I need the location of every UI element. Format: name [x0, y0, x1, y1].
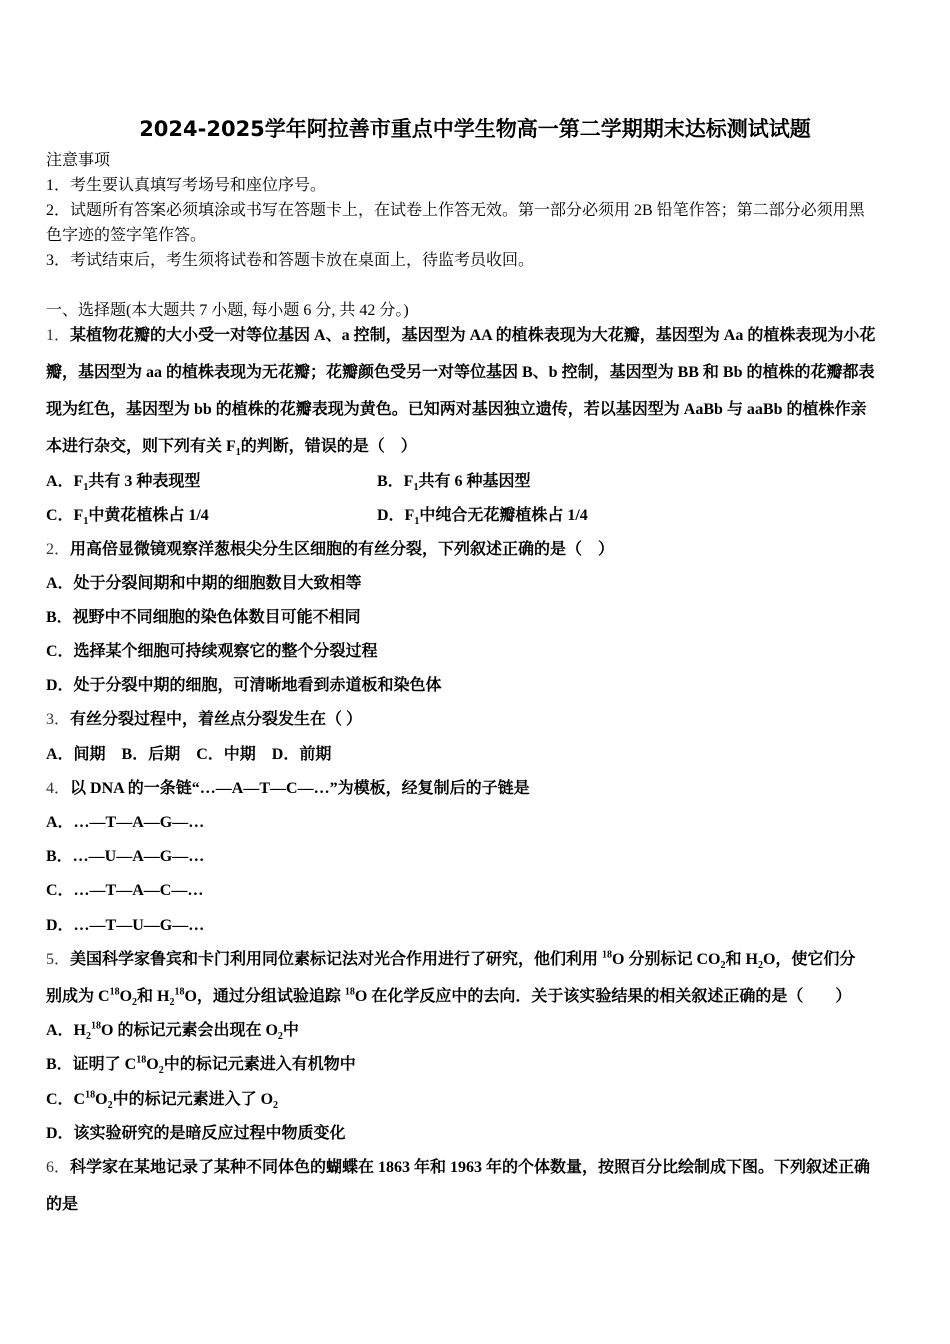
text-segment: 用高倍显微镜观察洋葱根尖分生区细胞的有丝分裂，下列叙述正确的是（ ）	[70, 541, 615, 558]
note-item: 2．试题所有答案必须填涂或书写在答题卡上，在试卷上作答无效。第一部分必须用 2B 铅笔作答；第二部分必须用黑	[46, 202, 865, 219]
note-item: 1．考生要认真填写考场号和座位序号。	[46, 177, 327, 194]
text-segment: 共有 6 种基因型	[418, 473, 531, 490]
text-segment: B．F	[377, 473, 414, 490]
text-segment: 科学家在某地记录了某种不同体色的蝴蝶在 1863 年和 1963 年的个体数量，按照百分比绘制成下图。下列叙述正确	[70, 1159, 871, 1176]
q2-option-c: C．选择某个细胞可持续观察它的整个分裂过程	[46, 643, 378, 660]
text-segment: C．F	[46, 507, 84, 524]
subscript: 2	[277, 1031, 283, 1043]
text-segment: 别成为 C	[46, 988, 110, 1005]
q2-option-b: B．视野中不同细胞的染色体数目可能不相同	[46, 609, 361, 626]
section-heading: 一、选择题(本大题共 7 小题, 每小题 6 分, 共 42 分。)	[46, 302, 409, 319]
question-number: 4．	[46, 780, 71, 797]
text-segment: 中的标记元素进入有机物中	[163, 1056, 356, 1073]
q2-option-a: A．处于分裂间期和中期的细胞数目大致相等	[46, 575, 362, 592]
supscript: 18	[344, 986, 355, 998]
question-number: 2．	[46, 541, 71, 558]
question-number: 5．	[46, 951, 71, 968]
q1-stem-line	[46, 326, 875, 346]
q5-option-d	[46, 1124, 346, 1144]
text-segment: O	[146, 1056, 159, 1073]
q5-stem-line	[46, 987, 851, 1007]
q1-option-a	[46, 472, 200, 492]
text-segment: A．H	[46, 1022, 87, 1039]
text-segment: O	[95, 1091, 108, 1108]
q5-stem-line	[46, 950, 855, 970]
text-segment: A．F	[46, 473, 84, 490]
q4-option-c: C．…—T—A—C—…	[46, 882, 204, 899]
question-number: 1．	[46, 327, 71, 344]
text-segment: 本进行杂交，则下列有关 F	[46, 438, 236, 455]
subscript: 2	[720, 960, 726, 972]
q4-option-d: D．…—T—U—G—…	[46, 917, 205, 934]
text-segment: 的判断，错误的是（ ）	[240, 438, 417, 455]
q5-option-c	[46, 1090, 278, 1110]
supscript: 18	[109, 986, 120, 998]
text-segment: 和 H	[725, 951, 758, 968]
q3-options: A．间期 B．后期 C．中期 D．前期	[46, 746, 332, 763]
subscript: 2	[132, 997, 138, 1009]
text-segment: 有丝分裂过程中，着丝点分裂发生在（ ）	[70, 711, 363, 728]
q5-option-a	[46, 1021, 299, 1041]
subscript: 1	[413, 482, 419, 494]
q4-stem	[46, 779, 530, 799]
subscript: 2	[107, 1100, 113, 1112]
note-item: 色字迹的签字笔作答。	[46, 227, 207, 244]
text-segment: D．该实验研究的是暗反应过程中物质变化	[46, 1125, 346, 1142]
q1-stem-line	[46, 437, 417, 457]
q2-stem	[46, 540, 614, 560]
supscript: 18	[602, 949, 613, 961]
supscript: 18	[85, 1089, 96, 1101]
notes-heading: 注意事项	[46, 152, 111, 169]
q6-stem-line	[46, 1195, 78, 1215]
text-segment: O 的标记元素会出现在 O	[101, 1022, 278, 1039]
q1-stem-line	[46, 363, 875, 383]
subscript: 1	[414, 516, 420, 528]
q1-option-b	[377, 472, 530, 492]
question-number: 6．	[46, 1159, 71, 1176]
question-number: 3．	[46, 711, 71, 728]
supscript: 18	[136, 1054, 147, 1066]
text-segment: C．C	[46, 1091, 86, 1108]
page-title: 2024-2025学年阿拉善市重点中学生物高一第二学期期末达标测试试题	[139, 117, 811, 141]
text-segment: 某植物花瓣的大小受一对等位基因 A、a 控制，基因型为 AA 的植株表现为大花瓣，基因型为 Aa 的植株表现为小花	[70, 327, 876, 344]
text-segment: 中黄花植株占 1/4	[88, 507, 209, 524]
text-segment: 中纯合无花瓣植株占 1/4	[419, 507, 588, 524]
q4-option-b: B．…—U—A—G—…	[46, 848, 205, 865]
subscript: 2	[757, 960, 763, 972]
q6-stem-line	[46, 1158, 870, 1178]
q2-option-d: D．处于分裂中期的细胞，可清晰地看到赤道板和染色体	[46, 677, 442, 694]
q3-stem	[46, 710, 362, 730]
text-segment: 共有 3 种表现型	[88, 473, 201, 490]
text-segment: O	[119, 988, 133, 1005]
q1-stem-line	[46, 400, 867, 420]
text-segment: 中	[282, 1022, 299, 1039]
subscript: 1	[235, 447, 241, 459]
subscript: 2	[158, 1065, 164, 1077]
q1-option-d	[377, 506, 588, 526]
supscript: 18	[174, 986, 185, 998]
subscript: 1	[83, 482, 89, 494]
text-segment: 中的标记元素进入了 O	[112, 1091, 274, 1108]
text-segment: 的是	[46, 1196, 79, 1213]
subscript: 1	[83, 516, 89, 528]
q1-option-c	[46, 506, 209, 526]
text-segment: 美国科学家鲁宾和卡门利用同位素标记法对光合作用进行了研究，他们利用	[70, 951, 603, 968]
q5-option-b	[46, 1055, 356, 1075]
text-segment: O，使它们分	[762, 951, 856, 968]
text-segment: 瓣，基因型为 aa 的植株表现为无花瓣；花瓣颜色受另一对等位基因 B、b 控制，基因型为 BB 和 Bb 的植株的花瓣都表	[46, 364, 875, 381]
text-segment: 以 DNA 的一条链“…—A—T—C—…”为模板，经复制后的子链是	[70, 780, 530, 797]
text-segment: B．证明了 C	[46, 1056, 137, 1073]
text-segment: O 在化学反应中的去向．关于该实验结果的相关叙述正确的是（ ）	[354, 988, 852, 1005]
subscript: 2	[169, 997, 175, 1009]
note-item: 3．考试结束后，考生须将试卷和答题卡放在桌面上，待监考员收回。	[46, 252, 535, 269]
q4-option-a: A．…—T—A—G—…	[46, 814, 205, 831]
text-segment: 现为红色，基因型为 bb 的植株的花瓣表现为黄色。已知两对基因独立遗传，若以基因型为 AaBb 与 aaBb 的植株作亲	[46, 401, 867, 418]
text-segment: 和 H	[137, 988, 170, 1005]
subscript: 2	[273, 1100, 279, 1112]
subscript: 2	[86, 1031, 92, 1043]
text-segment: D．F	[377, 507, 415, 524]
text-segment: O 分别标记 CO	[612, 951, 721, 968]
text-segment: O，通过分组试验追踪	[184, 988, 345, 1005]
supscript: 18	[91, 1020, 102, 1032]
